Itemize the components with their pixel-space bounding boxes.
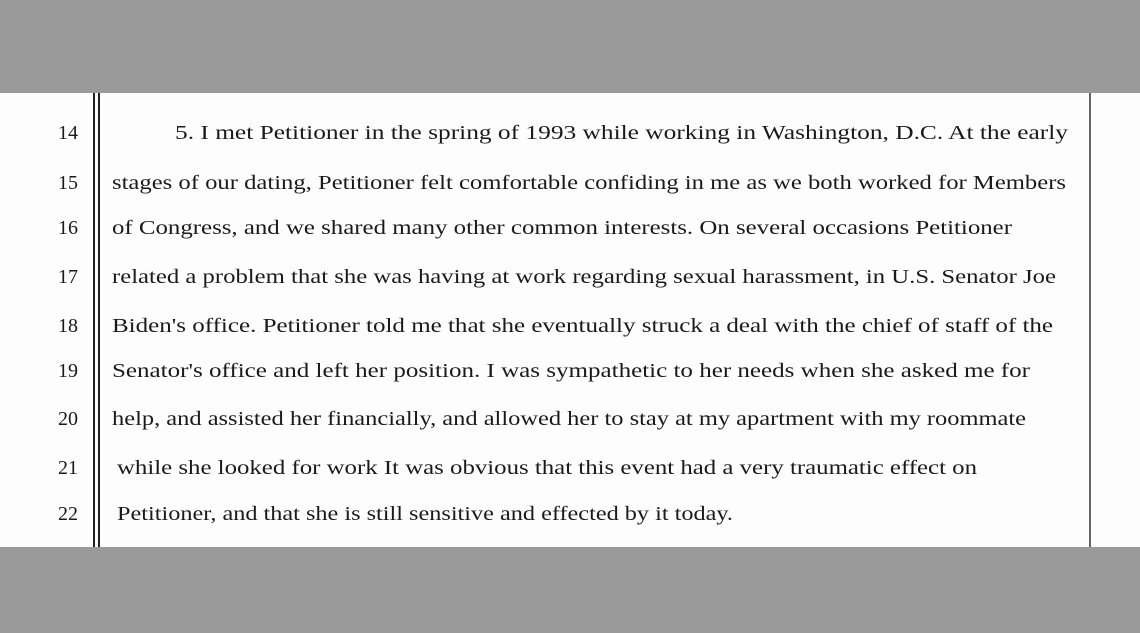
document-page (0, 93, 1140, 547)
line-text: 5. I met Petitioner in the spring of 1993 while working in Washington, D.C. At the early (175, 122, 1068, 144)
line-number: 19 (58, 360, 78, 382)
line-18 (58, 315, 1053, 337)
line-text: related a problem that she was having at work regarding sexual harassment, in U.S. Senator Joe (112, 266, 1057, 288)
line-number: 15 (58, 172, 78, 194)
line-number: 18 (58, 315, 78, 337)
line-22 (58, 503, 733, 525)
line-16 (58, 217, 1012, 239)
line-number: 20 (58, 408, 78, 430)
line-15 (58, 172, 1066, 194)
line-text: of Congress, and we shared many other common interests. On several occasions Petitioner (112, 217, 1013, 239)
line-14 (58, 122, 1068, 144)
line-20 (58, 408, 1026, 430)
line-text: help, and assisted her financially, and allowed her to stay at my apartment with my roommate (112, 408, 1027, 430)
line-number: 16 (58, 217, 78, 239)
line-text: Petitioner, and that she is still sensitive and effected by it today. (117, 503, 733, 525)
line-text: Senator's office and left her position. I was sympathetic to her needs when she asked me for (112, 360, 1031, 382)
line-number: 14 (58, 122, 78, 144)
line-number: 22 (58, 503, 78, 525)
line-17 (58, 266, 1056, 288)
line-21 (58, 457, 977, 479)
line-number: 17 (58, 266, 78, 288)
pleading-paper (0, 93, 1140, 547)
line-text: while she looked for work It was obvious that this event had a very traumatic effect on (117, 457, 977, 479)
line-text: Biden's office. Petitioner told me that she eventually struck a deal with the chief of staff of the (112, 315, 1054, 337)
line-number: 21 (58, 457, 78, 479)
line-19 (58, 360, 1030, 382)
line-text: stages of our dating, Petitioner felt comfortable confiding in me as we both worked for Members (112, 172, 1067, 194)
